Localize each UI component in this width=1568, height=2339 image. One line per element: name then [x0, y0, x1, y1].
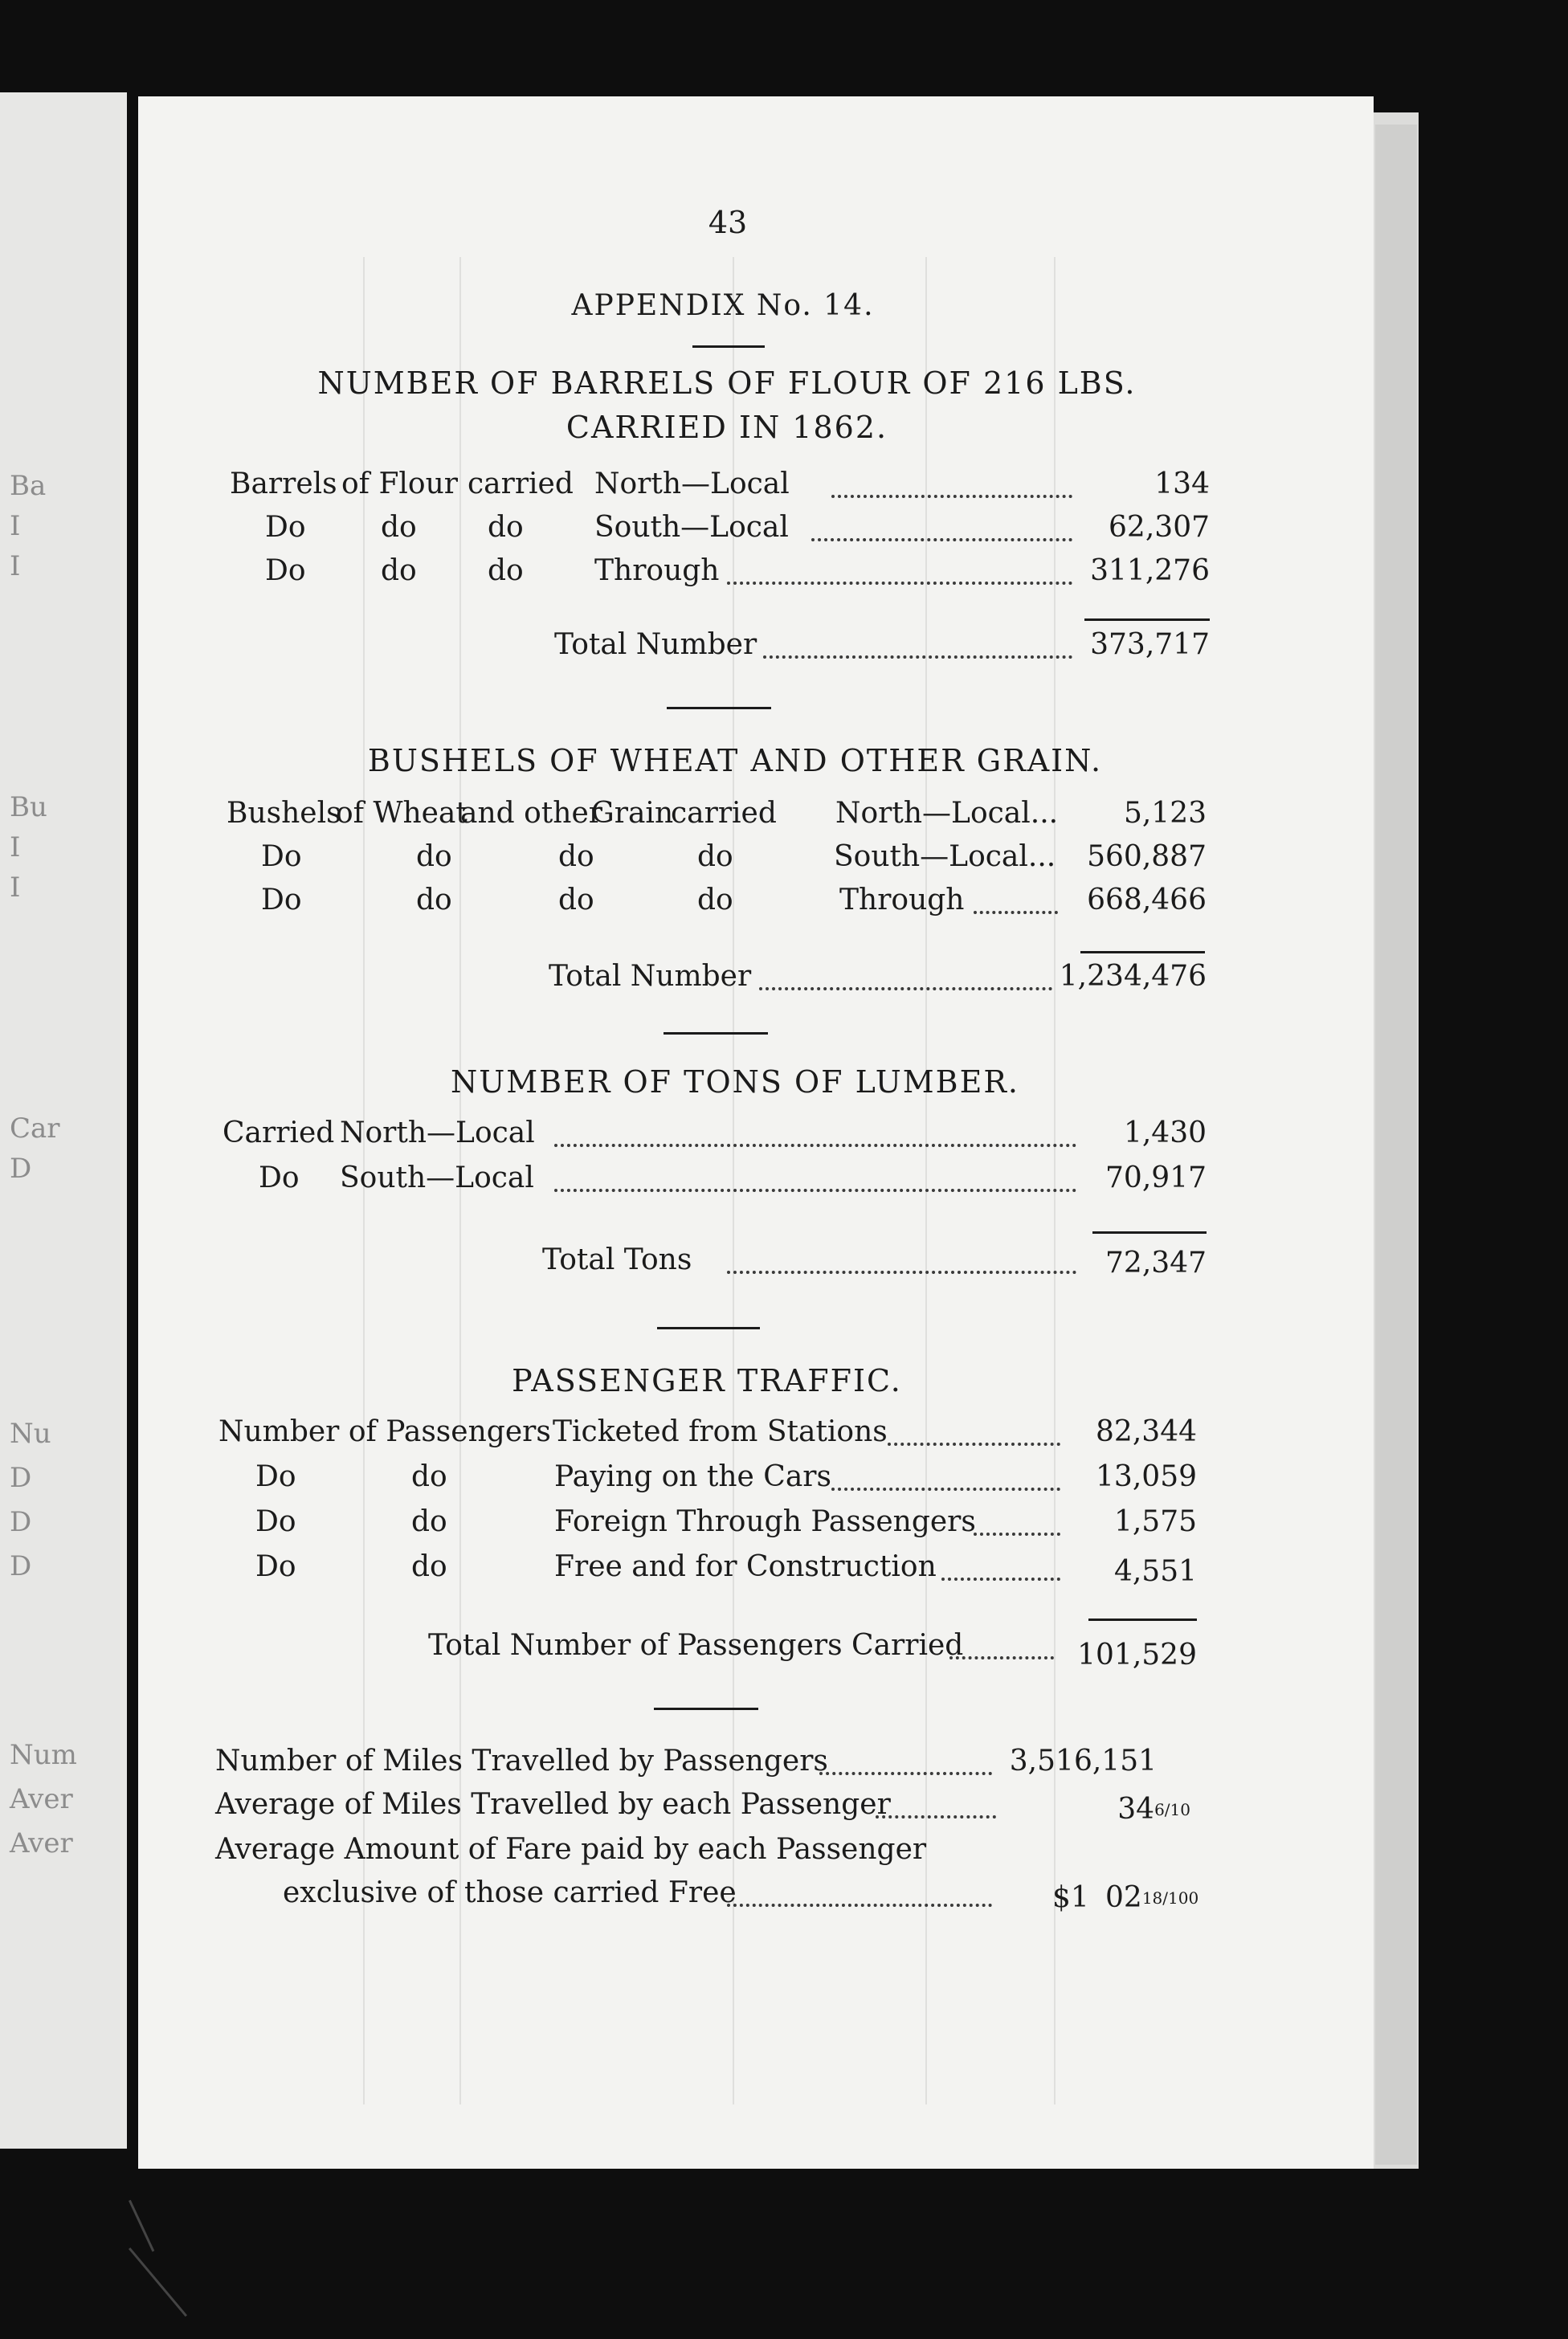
divider — [664, 1032, 768, 1035]
facing-text: I — [10, 510, 21, 542]
facing-text: Num — [10, 1739, 77, 1771]
sum-rule — [1092, 1231, 1207, 1234]
sum-rule — [1088, 1619, 1197, 1621]
passenger-heading: PASSENGER TRAFFIC. — [512, 1363, 902, 1398]
facing-text: I — [10, 872, 21, 904]
facing-text: Nu — [10, 1418, 51, 1450]
facing-text: D — [10, 1506, 32, 1538]
fare-fraction: 18/100 — [1141, 1888, 1199, 1908]
divider — [692, 345, 765, 348]
facing-text: I — [10, 831, 21, 863]
page-number: 43 — [708, 205, 748, 240]
average-miles-whole: 34 — [1117, 1793, 1155, 1826]
flour-heading-line2: CARRIED IN 1862. — [566, 410, 888, 445]
facing-text: D — [10, 1153, 32, 1185]
divider — [667, 707, 771, 709]
facing-text: I — [10, 550, 21, 582]
facing-text: Aver — [10, 1827, 73, 1859]
flour-heading-line1: NUMBER OF BARRELS OF FLOUR OF 216 LBS. — [317, 365, 1137, 401]
facing-text: D — [10, 1550, 32, 1582]
divider — [657, 1327, 760, 1329]
facing-text: Bu — [10, 791, 47, 823]
appendix-title: APPENDIX No. 14. — [571, 289, 875, 322]
facing-text: D — [10, 1462, 32, 1494]
sum-rule — [1080, 951, 1205, 953]
facing-text: Ba — [10, 470, 47, 502]
page-content: 43 APPENDIX No. 14. NUMBER OF BARRELS OF FLOUR OF 216 LBS. CARRIED IN 1862. Barrels of Flour carried North—Local 134 Do do do South—Local 62,307 Do do do Through 311,276 Total Number 373,717 BUSHELS OF WHEAT AND OTHER GRAIN. Bushels of Wheat and other Grain carried North—Local... 5,123 Do do do do South—Local... 560,887 Do do do do Through 668,466 Total Number 1,234,476 NUMBER OF TONS OF LUMBER. Carried North—Local 1,430 Do South—Local 70,917 Total Tons 72,347 PASSENGER TRAFFIC. Number of Passengers Ticketed from Stations 82,344 Do do Paying on the Cars 13,059 Do do Foreign Through Passengers 1,575 Do do Free and for Construction 4,551 Total Number of Passengers Carried 101,529 Number of Miles Travelled by Passengers 3,516,151 Average of Miles Travelled by each Passenger 346/10 Average Amount of Fare paid by each Passenger exclusive of those carried Free $1 0218/100 — [215, 205, 1210, 1914]
facing-text: Aver — [10, 1783, 73, 1815]
fare-dollars: $1 — [1052, 1881, 1089, 1914]
facing-text: Car — [10, 1112, 60, 1145]
divider — [654, 1708, 758, 1710]
sum-rule — [1084, 618, 1210, 621]
fare-cents: 02 — [1105, 1881, 1142, 1914]
lumber-heading: NUMBER OF TONS OF LUMBER. — [450, 1064, 1020, 1100]
grain-heading: BUSHELS OF WHEAT AND OTHER GRAIN. — [367, 743, 1103, 778]
average-miles-fraction: 6/10 — [1154, 1800, 1190, 1819]
